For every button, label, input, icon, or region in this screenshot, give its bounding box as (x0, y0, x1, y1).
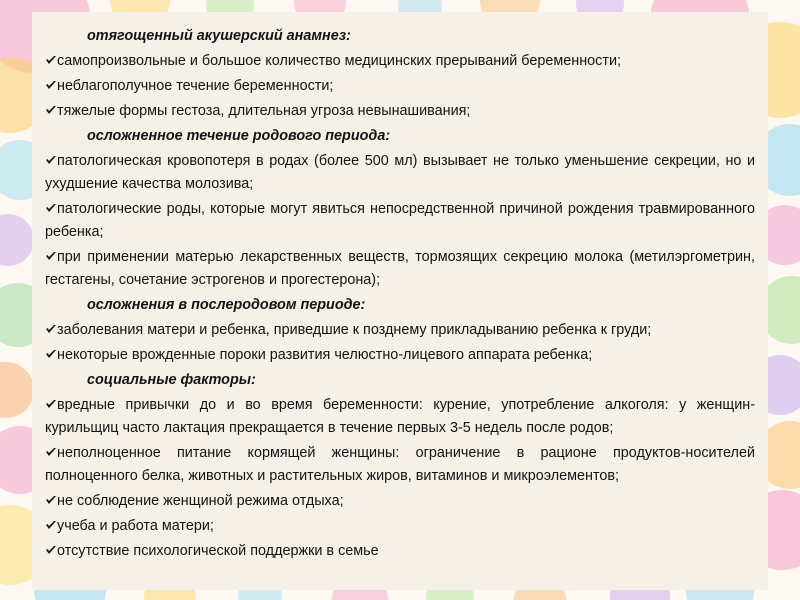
section-heading: отягощенный акушерский анамнез: (87, 28, 351, 44)
list-item (45, 75, 755, 98)
list-item-text: тяжелые формы гестоза, длительная угроза невынашивания; (57, 103, 471, 119)
text-panel (32, 12, 768, 590)
list-item-text: неблагополучное течение беременности; (57, 78, 334, 94)
list-item (45, 150, 755, 196)
list-item (45, 246, 755, 292)
arrow-check-bullet-icon (45, 395, 57, 406)
list-item-text: учеба и работа матери; (57, 518, 214, 534)
arrow-check-bullet-icon (45, 345, 57, 356)
arrow-check-bullet-icon (45, 51, 57, 62)
list-item-text: отсутствие психологической поддержки в семье (57, 543, 379, 559)
section-heading: социальные факторы: (87, 372, 256, 388)
list-item-text: патологическая кровопотеря в родах (более 500 мл) вызывает не только уменьшение секреции, но и ухудшение качества молозива; (45, 153, 755, 192)
list-item (45, 490, 755, 513)
arrow-check-bullet-icon (45, 247, 57, 258)
list-item-text: при применении матерью лекарственных веществ, тормозящих секрецию молока (метилэргометрин, гестагены, сочетание эстрогенов и прогестерона); (45, 249, 755, 288)
arrow-check-bullet-icon (45, 491, 57, 502)
arrow-check-bullet-icon (45, 151, 57, 162)
list-item (45, 540, 755, 563)
list-item (45, 394, 755, 440)
arrow-check-bullet-icon (45, 320, 57, 331)
section-heading: осложнения в послеродовом периоде: (87, 297, 366, 313)
list-item (45, 344, 755, 367)
arrow-check-bullet-icon (45, 443, 57, 454)
arrow-check-bullet-icon (45, 76, 57, 87)
list-item (45, 198, 755, 244)
list-item (45, 319, 755, 342)
list-item-text: самопроизвольные и большое количество медицинских прерываний беременности; (57, 53, 621, 69)
section-heading: осложненное течение родового периода: (87, 128, 391, 144)
arrow-check-bullet-icon (45, 199, 57, 210)
list-item (45, 515, 755, 538)
list-item-text: вредные привычки до и во время беременности: курение, употребление алкоголя: у женщин-курильщиц часто лактация прекращается в течение первых 3-5 недель после родов; (45, 397, 755, 436)
arrow-check-bullet-icon (45, 516, 57, 527)
list-item-text: заболевания матери и ребенка, приведшие к позднему прикладыванию ребенка к груди; (57, 322, 652, 338)
list-item (45, 50, 755, 73)
list-item (45, 442, 755, 488)
list-item (45, 100, 755, 123)
factor-list (45, 25, 755, 565)
list-item-text: не соблюдение женщиной режима отдыха; (57, 493, 344, 509)
list-item-text: некоторые врожденные пороки развития челюстно-лицевого аппарата ребенка; (57, 347, 593, 363)
arrow-check-bullet-icon (45, 101, 57, 112)
arrow-check-bullet-icon (45, 541, 57, 552)
list-item-text: неполноценное питание кормящей женщины: ограничение в рационе продуктов-носителей полноценного белка, животных и растительных жиров, витаминов и микроэлементов; (45, 445, 755, 484)
list-item-text: патологические роды, которые могут явиться непосредственной причиной рождения травмированного ребенка; (45, 201, 755, 240)
